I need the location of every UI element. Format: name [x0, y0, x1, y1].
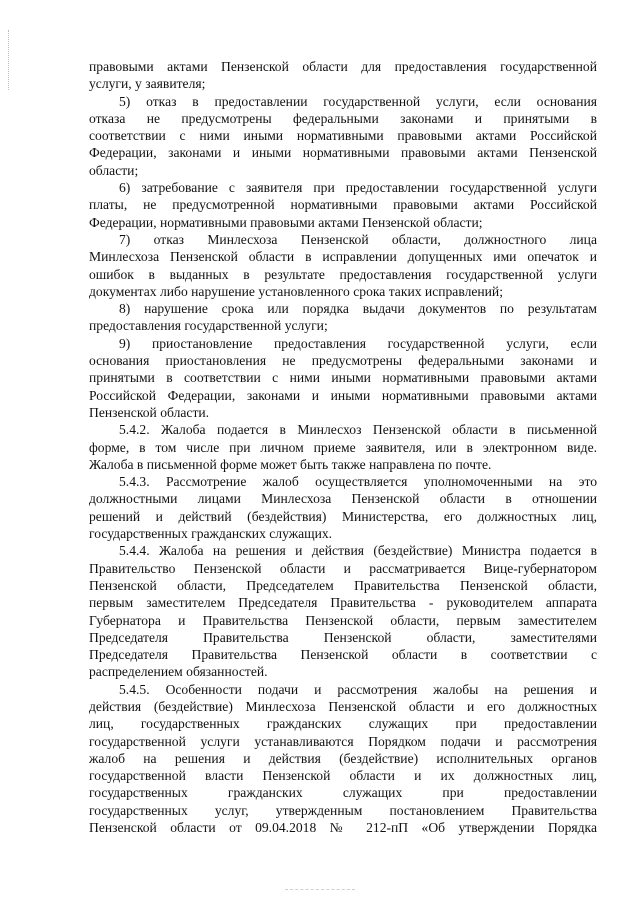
text-line: Федерации, нормативными правовыми актами Пензенской области; [89, 214, 483, 230]
document-body [89, 58, 597, 836]
text-line: услуги, у заявителя; [89, 76, 206, 92]
text-line: 8) нарушение срока или порядка выдачи документов по результатам [119, 301, 597, 317]
scan-bottom-mark [285, 889, 355, 892]
text-line: ошибок в выданных в результате предоставления государственной услуги [89, 266, 597, 282]
text-line: Российской Федерации, законами и иными нормативными правовыми актами [89, 387, 597, 403]
text-line: принятыми в соответствии с ними иными нормативными правовыми актами [89, 370, 597, 386]
text-line: лиц, государственных гражданских служащих при предоставлении [89, 716, 597, 732]
text-line: решений и действий (бездействия) Министерства, его должностных лиц, [89, 508, 597, 524]
text-line: Пензенской области. [89, 404, 210, 420]
text-line: государственной власти Пензенской области и их должностных лиц, [89, 768, 597, 784]
text-line: 5) отказ в предоставлении государственной услуги, если основания [119, 93, 597, 109]
text-line: Губернатора и Правительства Пензенской области, первым заместителем [89, 612, 597, 628]
text-line: распределением обязанностей. [89, 664, 268, 680]
text-line: жалоб на решения и действия (бездействие) исполнительных органов [89, 750, 597, 766]
text-line: соответствии с ними иными нормативными правовыми актами Российской [89, 128, 597, 144]
text-line: Минлесхоза Пензенской области в исправлении допущенных ими опечаток и [89, 249, 597, 265]
text-line: Пензенской области от 09.04.2018 № 212-пП «Об утверждении Порядка [89, 820, 597, 836]
text-line: области; [89, 162, 139, 178]
text-line: 5.4.2. Жалоба подается в Минлесхоз Пензенской области в письменной [119, 422, 597, 438]
text-line: документах либо нарушение установленного срока таких исправлений; [89, 283, 503, 299]
text-line: 5.4.4. Жалоба на решения и действия (бездействие) Министра подается в [119, 543, 597, 559]
text-line: государственных гражданских служащих при предоставлении [89, 785, 597, 801]
text-line: 7) отказ Минлесхоза Пензенской области, должностного лица [119, 231, 597, 247]
text-line: предоставления государственной услуги; [89, 318, 328, 334]
text-line: Председателя Правительства Пензенской области в соответствии с [89, 647, 597, 663]
text-line: первым заместителем Председателя Правительства - руководителем аппарата [89, 595, 597, 611]
text-line: Председателя Правительства Пензенской области, заместителями [89, 629, 597, 645]
text-line: отказа не предусмотрены федеральными законами и принятыми в [89, 110, 597, 126]
text-line: государственных гражданских служащих. [89, 526, 333, 542]
text-line: правовыми актами Пензенской области для предоставления государственной [89, 59, 597, 74]
text-line: действия (бездействие) Минлесхоза Пензенской области и его должностных [89, 698, 597, 714]
text-line: Жалоба в письменной форме может быть также направлена по почте. [89, 456, 492, 472]
scan-margin-mark [8, 30, 10, 90]
text-line: основания приостановления не предусмотрены федеральными законами и [89, 353, 597, 369]
text-line: Федерации, законами и иными нормативными правовыми актами Пензенской [89, 145, 597, 161]
text-line: должностными лицами Минлесхоза Пензенской области в отношении [89, 491, 597, 507]
text-line: государственной услуги устанавливаются Порядком подачи и рассмотрения [89, 733, 597, 749]
text-line: Пензенской области, Председателем Правительства Пензенской области, [89, 577, 597, 593]
text-line: 6) затребование с заявителя при предоставлении государственной услуги [119, 180, 597, 196]
text-line: 5.4.5. Особенности подачи и рассмотрения жалобы на решения и [119, 681, 597, 697]
text-line: Правительство Пензенской области и рассматривается Вице-губернатором [89, 560, 597, 576]
text-line: государственных услуг, утвержденным постановлением Правительства [89, 802, 597, 818]
text-line: 9) приостановление предоставления государственной услуги, если [119, 335, 597, 351]
text-line: 5.4.3. Рассмотрение жалоб осуществляется уполномоченными на это [119, 474, 597, 490]
text-line: платы, не предусмотренной нормативными правовыми актами Российской [89, 197, 597, 213]
text-line: форме, в том числе при личном приеме заявителя, или в электронном виде. [89, 439, 597, 455]
